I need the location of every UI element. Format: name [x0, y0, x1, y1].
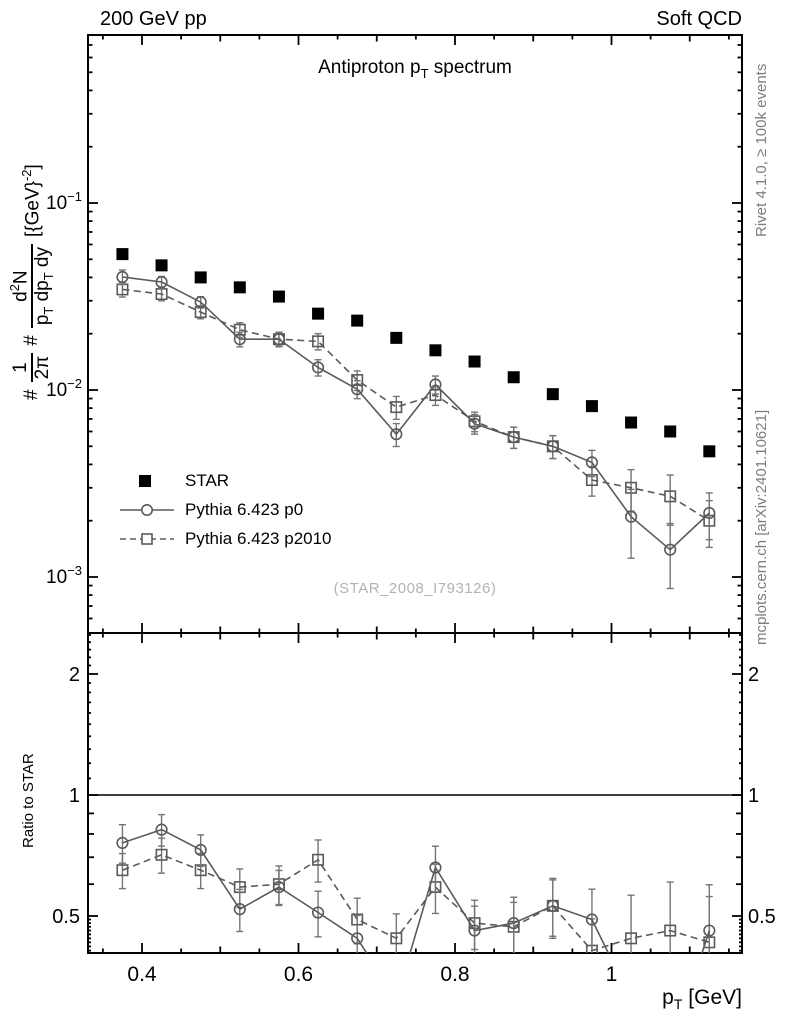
hash-symbol: # — [20, 389, 42, 400]
svg-text:1: 1 — [605, 963, 618, 986]
beam-energy-label: 200 GeV pp — [100, 8, 207, 30]
legend-label-pythia-p0: Pythia 6.423 p0 — [185, 499, 304, 519]
hash-symbol: # — [20, 335, 42, 346]
x-axis-label: $p_T$ [GeV] — [662, 986, 742, 1014]
plot-title: Antiproton $p_T$ spectrum — [318, 57, 512, 81]
svg-text:2: 2 — [68, 664, 80, 686]
svg-text:0.5: 0.5 — [52, 906, 80, 928]
rivet-version-note: Rivet 4.1.0, ≥ 100k events — [753, 63, 770, 237]
svg-text:0.4: 0.4 — [127, 963, 157, 986]
svg-text:1: 1 — [748, 785, 760, 807]
svg-text:0.6: 0.6 — [283, 963, 314, 986]
svg-text:1: 1 — [68, 785, 80, 807]
legend — [118, 466, 332, 553]
process-label: Soft QCD — [656, 8, 742, 30]
main-y-axis-label — [8, 164, 56, 400]
one-over-two-pi-fraction: 1 2π — [11, 353, 53, 383]
legend-row-pythia-p0 — [118, 495, 332, 524]
ratio-series-pythia-p2010 — [117, 838, 714, 1004]
ratio-y-axis-label: Ratio to STAR — [20, 753, 37, 848]
solid-line-circle-marker-icon — [118, 500, 176, 520]
legend-row-star — [118, 466, 332, 495]
ratio-y-axis-ticks — [52, 635, 776, 951]
dashed-line-square-marker-icon — [118, 529, 176, 549]
series-star-data — [116, 248, 715, 457]
legend-row-pythia-p2010 — [118, 524, 332, 553]
d2n-fraction: $d^2N$ $p_T$ $dp_T$ dy — [8, 244, 56, 328]
svg-text:10−3: $10^{-3}$ — [46, 563, 82, 588]
svg-text:10−1: $10^{-1}$ — [46, 189, 82, 214]
svg-text:0.8: 0.8 — [440, 963, 470, 986]
svg-text:2: 2 — [748, 664, 760, 686]
svg-text:0.5: 0.5 — [748, 906, 776, 928]
svg-text:10−2: $10^{-2}$ — [46, 376, 82, 401]
y-axis-units: [{GeV}$^{-2}$] — [19, 164, 44, 238]
star-marker-icon — [118, 471, 176, 491]
mcplots-reference-note: mcplots.cern.ch [arXiv:2401.10621] — [753, 409, 770, 645]
analysis-id-watermark: (STAR_2008_I793126) — [333, 580, 497, 597]
legend-label-star: STAR — [185, 470, 230, 490]
legend-label-pythia-p2010: Pythia 6.423 p2010 — [185, 528, 332, 548]
